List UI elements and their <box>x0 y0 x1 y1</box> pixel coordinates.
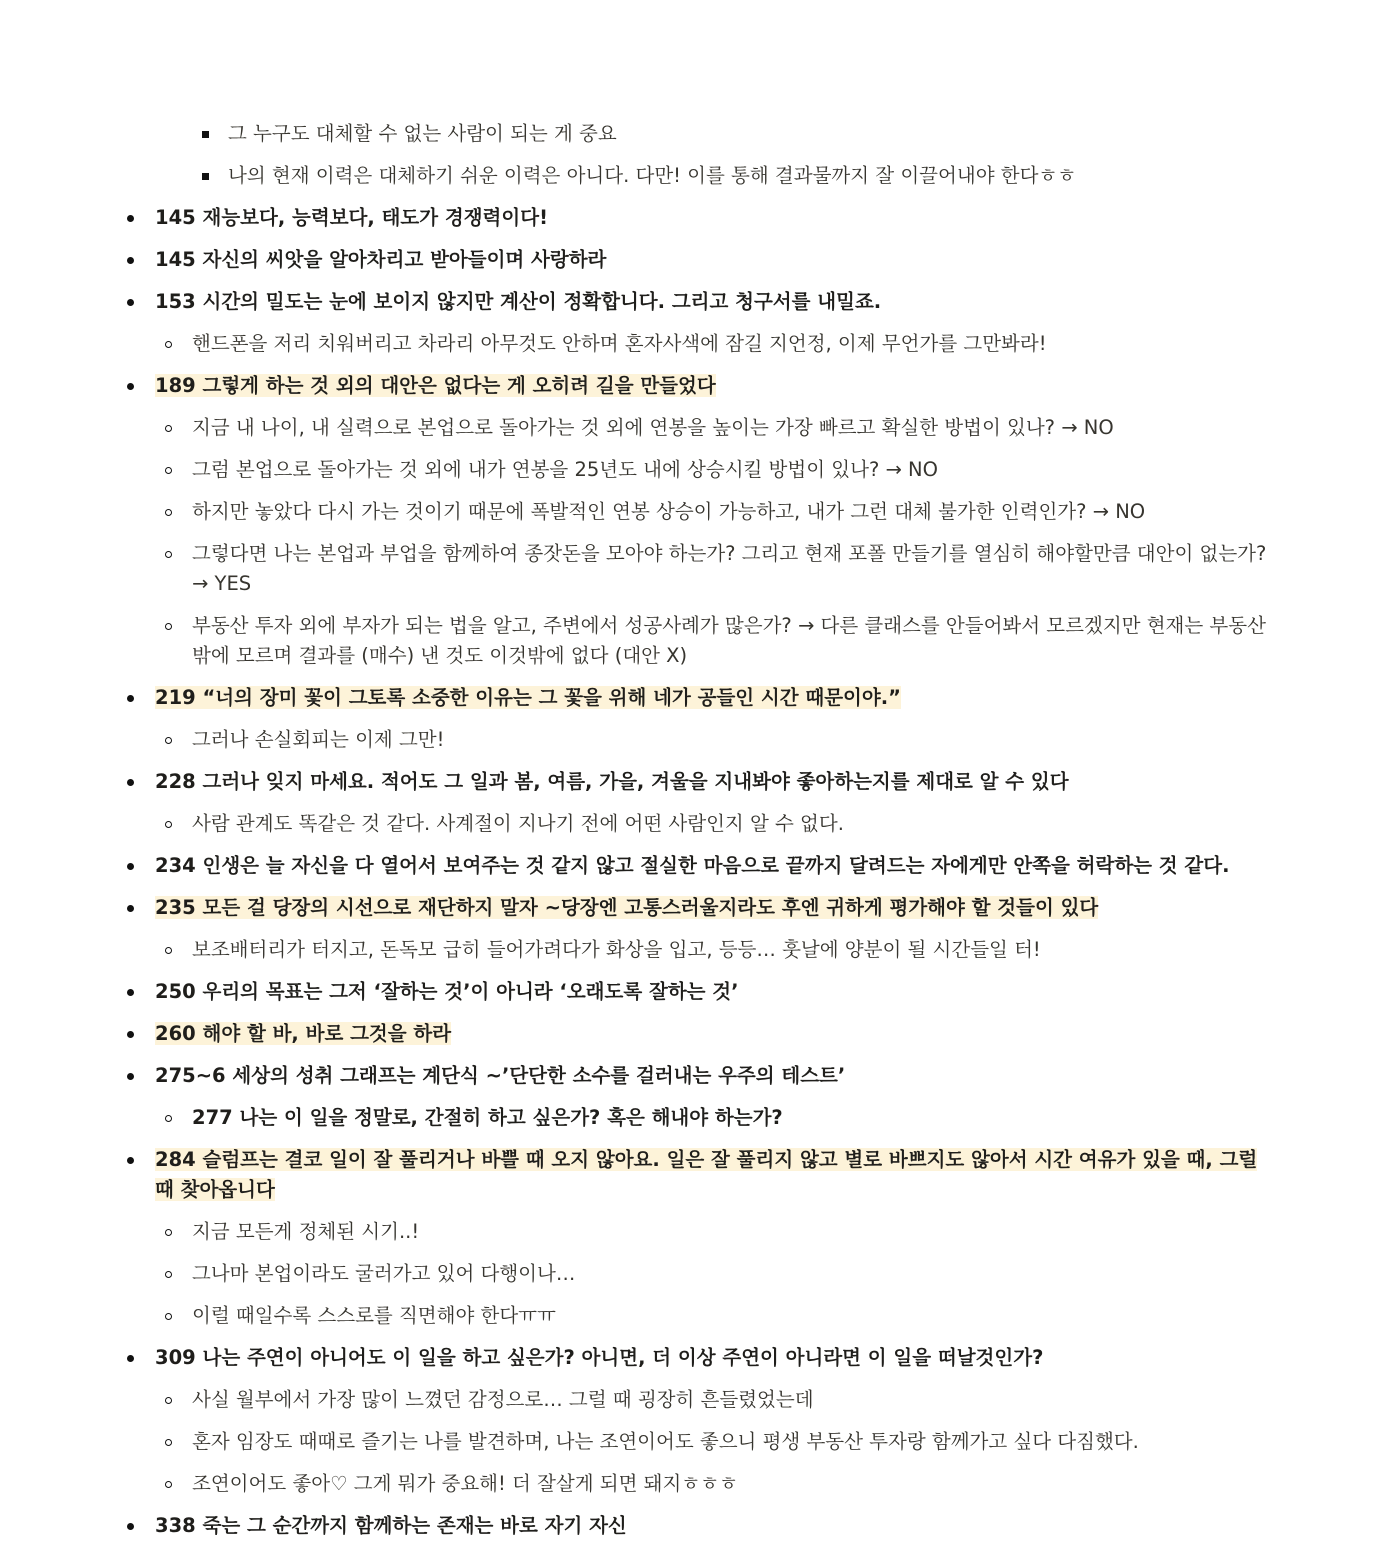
list-item[interactable] <box>192 449 1272 491</box>
circle-bullet-icon <box>165 497 172 527</box>
disc-bullet-icon <box>127 1145 134 1175</box>
list-item-text: 250 우리의 목표는 그저 ‘잘하는 것’이 아니라 ‘오래도록 잘하는 것’ <box>155 980 739 1003</box>
list-item-text: 사람 관계도 똑같은 것 같다. 사계절이 지나기 전에 어떤 사람인지 알 수 없다. <box>192 812 844 835</box>
list-item[interactable] <box>192 1295 1272 1337</box>
list-item[interactable] <box>155 845 1273 887</box>
circle-bullet-icon <box>165 611 172 641</box>
list-item-text: 사실 월부에서 가장 많이 느꼈던 감정으로… 그럴 때 굉장히 흔들렸었는데 <box>192 1388 814 1411</box>
list-item[interactable] <box>155 1139 1273 1211</box>
document-body <box>0 113 1399 1547</box>
list-item[interactable] <box>192 1379 1272 1421</box>
list-item-text: 234 인생은 늘 자신을 다 열어서 보여주는 것 같지 않고 절실한 마음으로 끝까지 달려드는 자에게만 안쪽을 허락하는 것 같다. <box>155 854 1230 877</box>
list-item-text: 145 자신의 씨앗을 알아차리고 받아들이며 사랑하라 <box>155 248 607 271</box>
circle-bullet-icon <box>165 1301 172 1331</box>
disc-bullet-icon <box>127 1019 134 1049</box>
list-item-text: 하지만 놓았다 다시 가는 것이기 때문에 폭발적인 연봉 상승이 가능하고, 내가 그런 대체 불가한 인력인가? → NO <box>192 500 1146 523</box>
circle-bullet-icon <box>165 329 172 359</box>
list-item-text: 338 죽는 그 순간까지 함께하는 존재는 바로 자기 자신 <box>155 1514 627 1537</box>
list-item[interactable] <box>192 323 1272 365</box>
list-item[interactable] <box>155 1055 1273 1097</box>
list-item[interactable] <box>155 239 1273 281</box>
list-item[interactable] <box>155 197 1273 239</box>
disc-bullet-icon <box>127 371 134 401</box>
list-item[interactable] <box>192 605 1272 677</box>
circle-bullet-icon <box>165 1469 172 1499</box>
list-item[interactable] <box>192 1253 1272 1295</box>
list-item[interactable] <box>192 1421 1272 1463</box>
list-item[interactable] <box>192 491 1272 533</box>
disc-bullet-icon <box>127 203 134 233</box>
circle-bullet-icon <box>165 539 172 569</box>
list-item[interactable] <box>155 1013 1273 1055</box>
circle-bullet-icon <box>165 725 172 755</box>
list-item[interactable] <box>155 677 1273 719</box>
list-item[interactable] <box>192 407 1272 449</box>
list-item-text: 145 재능보다, 능력보다, 태도가 경쟁력이다! <box>155 206 548 229</box>
list-item-text: 277 나는 이 일을 정말로, 간절히 하고 싶은가? 혹은 해내야 하는가? <box>192 1106 783 1129</box>
list-item[interactable] <box>192 1463 1272 1505</box>
list-item[interactable] <box>192 803 1272 845</box>
circle-bullet-icon <box>165 1217 172 1247</box>
list-item-text: 235 모든 걸 당장의 시선으로 재단하지 말자 ~당장엔 고통스러울지라도 후엔 귀하게 평가해야 할 것들이 있다 <box>155 896 1099 919</box>
circle-bullet-icon <box>165 413 172 443</box>
list-item-text: 보조배터리가 터지고, 돈독모 급히 들어가려다가 화상을 입고, 등등… 훗날에 양분이 될 시간들일 터! <box>192 938 1041 961</box>
circle-bullet-icon <box>165 1103 172 1133</box>
list-item[interactable] <box>192 533 1272 605</box>
square-bullet-icon <box>202 119 209 149</box>
disc-bullet-icon <box>127 977 134 1007</box>
list-item-text: 그나마 본업이라도 굴러가고 있어 다행이나… <box>192 1262 576 1285</box>
disc-bullet-icon <box>127 1061 134 1091</box>
list-item[interactable] <box>192 1097 1272 1139</box>
disc-bullet-icon <box>127 245 134 275</box>
list-item-text: 153 시간의 밀도는 눈에 보이지 않지만 계산이 정확합니다. 그리고 청구서를 내밀죠. <box>155 290 882 313</box>
list-item-text: 지금 내 나이, 내 실력으로 본업으로 돌아가는 것 외에 연봉을 높이는 가장 빠르고 확실한 방법이 있나? → NO <box>192 416 1114 439</box>
circle-bullet-icon <box>165 455 172 485</box>
circle-bullet-icon <box>165 809 172 839</box>
disc-bullet-icon <box>127 893 134 923</box>
list-item[interactable] <box>228 155 1268 197</box>
circle-bullet-icon <box>165 1259 172 1289</box>
list-item-text: 그 누구도 대체할 수 없는 사람이 되는 게 중요 <box>228 122 617 145</box>
list-item-text: 지금 모든게 정체된 시기..! <box>192 1220 420 1243</box>
disc-bullet-icon <box>127 683 134 713</box>
list-item[interactable] <box>155 1505 1273 1547</box>
list-item[interactable] <box>192 719 1272 761</box>
list-item-text: 그렇다면 나는 본업과 부업을 함께하여 종잣돈을 모아야 하는가? 그리고 현재 포폴 만들기를 열심히 해야할만큼 대안이 없는가? → YES <box>192 542 1267 595</box>
list-item-text: 그럼 본업으로 돌아가는 것 외에 내가 연봉을 25년도 내에 상승시킬 방법이 있나? → NO <box>192 458 938 481</box>
list-item-text: 260 해야 할 바, 바로 그것을 하라 <box>155 1022 452 1045</box>
list-item-text: 그러나 손실회피는 이제 그만! <box>192 728 445 751</box>
list-item-text: 219 “너의 장미 꽃이 그토록 소중한 이유는 그 꽃을 위해 네가 공들인 시간 때문이야.” <box>155 686 901 709</box>
list-item[interactable] <box>155 971 1273 1013</box>
list-item-text: 조연이어도 좋아♡ 그게 뭐가 중요해! 더 잘살게 되면 돼지ㅎㅎㅎ <box>192 1472 738 1495</box>
list-item-text: 이럴 때일수록 스스로를 직면해야 한다ㅠㅠ <box>192 1304 556 1327</box>
list-item-text: 309 나는 주연이 아니어도 이 일을 하고 싶은가? 아니면, 더 이상 주연이 아니라면 이 일을 떠날것인가? <box>155 1346 1044 1369</box>
list-item-text: 275~6 세상의 성취 그래프는 계단식 ~’단단한 소수를 걸러내는 우주의 테스트’ <box>155 1064 846 1087</box>
list-item-text: 228 그러나 잊지 마세요. 적어도 그 일과 봄, 여름, 가을, 겨울을 지내봐야 좋아하는지를 제대로 알 수 있다 <box>155 770 1069 793</box>
disc-bullet-icon <box>127 1343 134 1373</box>
circle-bullet-icon <box>165 1427 172 1457</box>
circle-bullet-icon <box>165 1385 172 1415</box>
list-item[interactable] <box>155 365 1273 407</box>
list-item-text: 189 그렇게 하는 것 외의 대안은 없다는 게 오히려 길을 만들었다 <box>155 374 716 397</box>
list-item[interactable] <box>155 1337 1273 1379</box>
list-item-text: 핸드폰을 저리 치워버리고 차라리 아무것도 안하며 혼자사색에 잠길 지언정, 이제 무언가를 그만봐라! <box>192 332 1047 355</box>
square-bullet-icon <box>202 161 209 191</box>
list-item[interactable] <box>192 929 1272 971</box>
list-item[interactable] <box>155 887 1273 929</box>
disc-bullet-icon <box>127 851 134 881</box>
circle-bullet-icon <box>165 935 172 965</box>
disc-bullet-icon <box>127 1511 134 1541</box>
disc-bullet-icon <box>127 767 134 797</box>
list-item[interactable] <box>155 281 1273 323</box>
disc-bullet-icon <box>127 287 134 317</box>
list-item[interactable] <box>228 113 1268 155</box>
list-item-text: 284 슬럼프는 결코 일이 잘 풀리거나 바쁠 때 오지 않아요. 일은 잘 풀리지 않고 별로 바쁘지도 않아서 시간 여유가 있을 때, 그럴 때 찾아옵니다 <box>155 1148 1258 1201</box>
list-item[interactable] <box>155 761 1273 803</box>
list-item-text: 혼자 임장도 때때로 즐기는 나를 발견하며, 나는 조연이어도 좋으니 평생 부동산 투자랑 함께가고 싶다 다짐했다. <box>192 1430 1139 1453</box>
list-item-text: 나의 현재 이력은 대체하기 쉬운 이력은 아니다. 다만! 이를 통해 결과물까지 잘 이끌어내야 한다ㅎㅎ <box>228 164 1077 187</box>
list-item[interactable] <box>192 1211 1272 1253</box>
list-item-text: 부동산 투자 외에 부자가 되는 법을 알고, 주변에서 성공사례가 많은가? → 다른 클래스를 안들어봐서 모르겠지만 현재는 부동산밖에 모르며 결과를 (매수) 낸 것도 이것밖에 없다 (대안 X) <box>192 614 1266 667</box>
